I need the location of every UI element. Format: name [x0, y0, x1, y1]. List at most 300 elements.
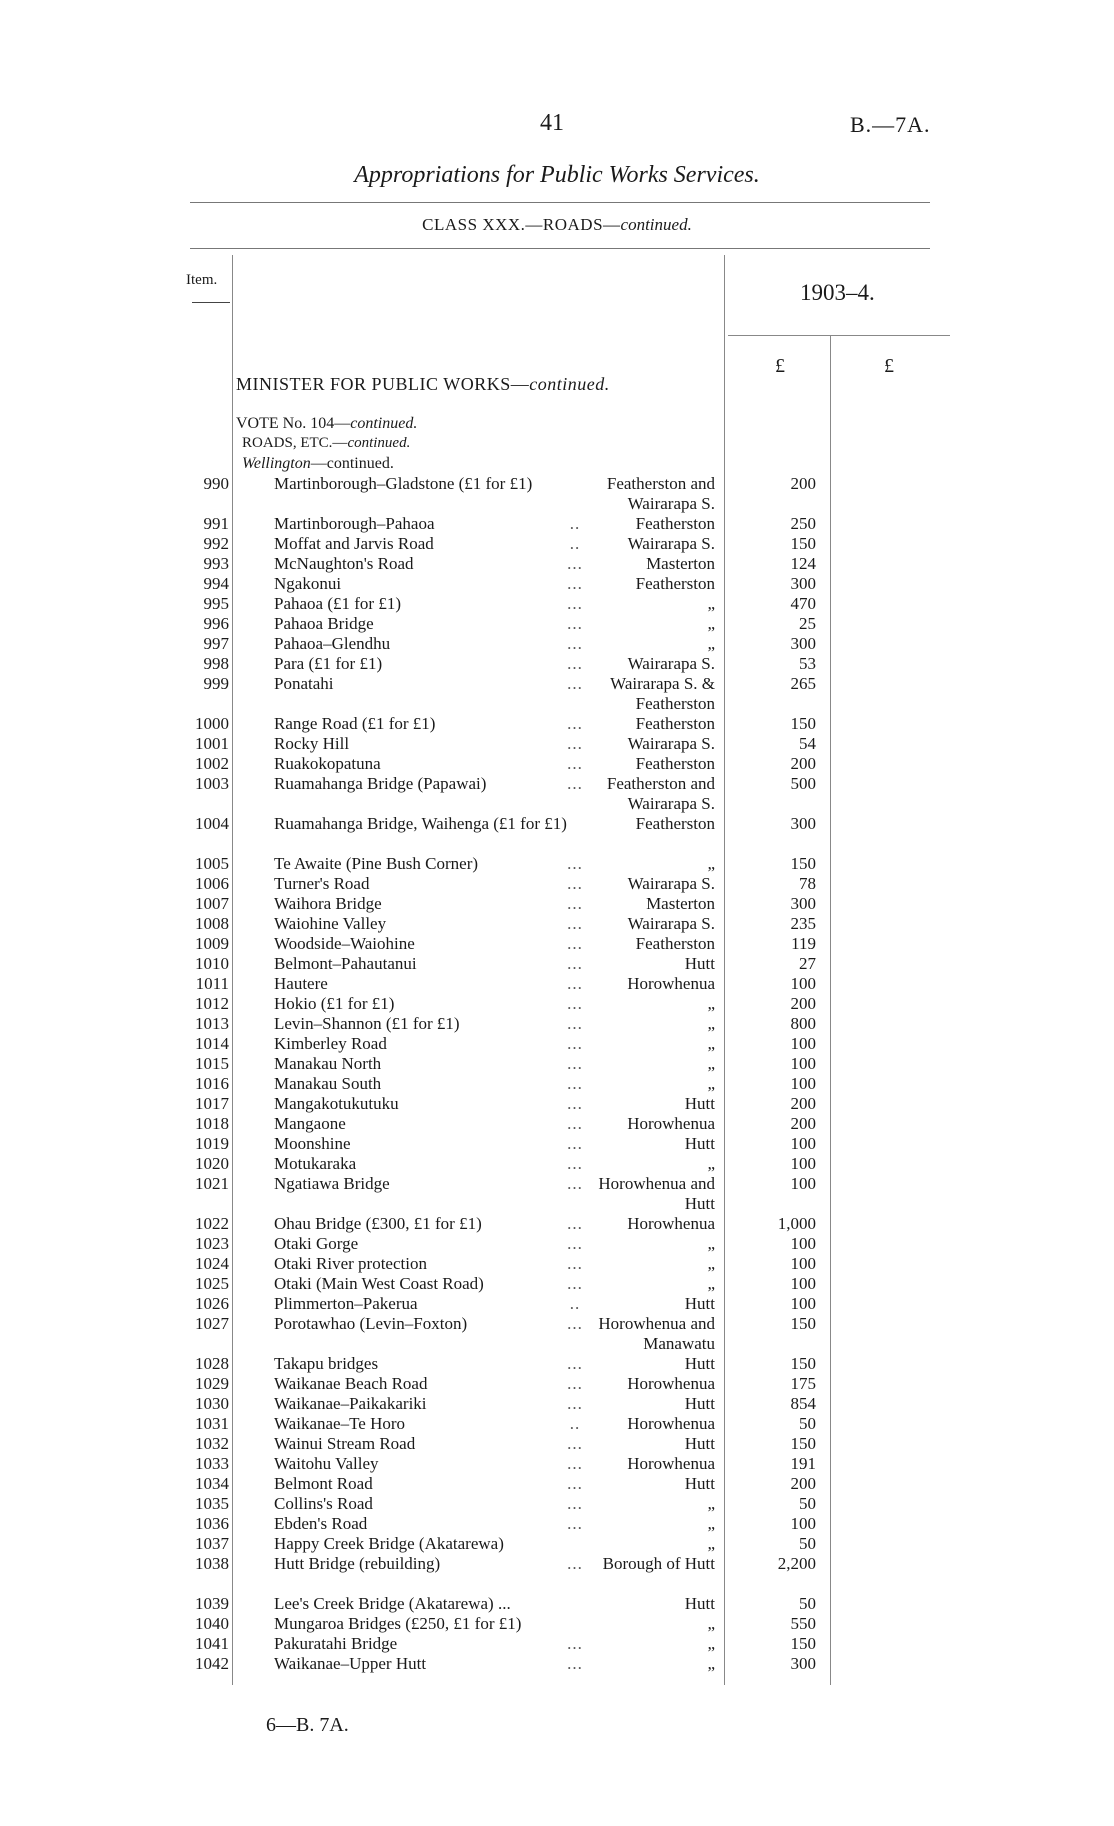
electorate: Featherston	[635, 814, 715, 833]
amount: 500	[790, 774, 816, 793]
amount: 200	[790, 474, 816, 493]
table-row	[0, 1374, 1114, 1394]
table-row	[0, 1074, 1114, 1094]
leader-dots: ...	[567, 1014, 583, 1033]
table-row	[0, 1294, 1114, 1314]
amount: 470	[790, 594, 816, 613]
minister-heading	[236, 374, 610, 395]
item-number: 1002	[195, 754, 229, 773]
table-row	[0, 814, 1114, 854]
electorate: Featherston and Wairarapa S.	[606, 774, 715, 813]
table-row	[0, 1274, 1114, 1294]
amount: 235	[790, 914, 816, 933]
road-name: Rocky Hill	[274, 734, 350, 753]
road-name: Martinborough–Gladstone (£1 for £1)	[274, 474, 533, 493]
electorate: Featherston	[635, 514, 715, 533]
electorate: „	[707, 1634, 715, 1653]
road-name: Ruakokopatuna	[274, 754, 381, 773]
road-name: Happy Creek Bridge (Akatarewa)	[274, 1534, 504, 1553]
amount: 300	[790, 634, 816, 653]
item-number: 1024	[195, 1254, 229, 1273]
electorate: „	[707, 634, 715, 653]
table-row	[0, 954, 1114, 974]
footer-signature: 6—B. 7A.	[266, 1714, 349, 1736]
item-number: 1028	[195, 1354, 229, 1373]
item-number: 993	[203, 554, 229, 573]
electorate: „	[707, 594, 715, 613]
item-number: 1032	[195, 1434, 229, 1453]
road-name: Otaki River protection	[274, 1254, 427, 1273]
table-row	[0, 1594, 1114, 1614]
table-row	[0, 774, 1114, 814]
item-number: 1017	[195, 1094, 229, 1113]
amount: 200	[790, 1094, 816, 1113]
table-row	[0, 1234, 1114, 1254]
table-row	[0, 1094, 1114, 1114]
road-name: Waitohu Valley	[274, 1454, 379, 1473]
electorate: „	[707, 1154, 715, 1173]
leader-dots: ...	[567, 1254, 583, 1273]
road-name: Moonshine	[274, 1134, 351, 1153]
table-row	[0, 634, 1114, 654]
road-name: Pahaoa–Glendhu	[274, 634, 391, 653]
table-row	[0, 994, 1114, 1014]
amount: 300	[790, 814, 816, 833]
table-row	[0, 1454, 1114, 1474]
amount: 150	[790, 1634, 816, 1653]
road-name: Plimmerton–Pakerua	[274, 1294, 418, 1313]
item-number: 1033	[195, 1454, 229, 1473]
page-title: Appropriations for Public Works Services.	[354, 162, 760, 188]
table-row	[0, 1314, 1114, 1354]
amount: 53	[799, 654, 816, 673]
leader-dots: ...	[567, 674, 583, 693]
vote-suffix: continued.	[350, 415, 418, 432]
item-number: 1006	[195, 874, 229, 893]
table-row	[0, 614, 1114, 634]
table-row	[0, 1434, 1114, 1454]
electorate: „	[707, 994, 715, 1013]
electorate: Featherston	[635, 754, 715, 773]
amount: 100	[790, 1234, 816, 1253]
road-name: Moffat and Jarvis Road	[274, 534, 434, 553]
roads-suffix: continued.	[347, 435, 411, 451]
item-number: 998	[203, 654, 229, 673]
electorate: „	[707, 1534, 715, 1553]
electorate: Borough of Hutt	[602, 1554, 715, 1573]
electorate: Wairarapa S.	[627, 914, 715, 933]
roads-heading	[242, 435, 410, 452]
table-row	[0, 1414, 1114, 1434]
road-name: Turner's Road	[274, 874, 370, 893]
table-row	[0, 554, 1114, 574]
road-name: Wainui Stream Road	[274, 1434, 416, 1453]
electorate: Horowhenua	[627, 1214, 715, 1233]
item-number: 1001	[195, 734, 229, 753]
electorate: Hutt	[684, 1094, 715, 1113]
item-number: 992	[203, 534, 229, 553]
table-row	[0, 894, 1114, 914]
amount: 25	[799, 614, 816, 633]
leader-dots: ...	[567, 774, 583, 793]
road-name: Pahaoa Bridge	[274, 614, 374, 633]
amount: 854	[790, 1394, 816, 1413]
table-row	[0, 1174, 1114, 1214]
road-name: Ohau Bridge (£300, £1 for £1)	[274, 1214, 482, 1233]
road-name: Waikanae–Upper Hutt	[274, 1654, 427, 1673]
item-number: 1016	[195, 1074, 229, 1093]
item-number: 1012	[195, 994, 229, 1013]
leader-dots: ...	[567, 1074, 583, 1093]
table-row	[0, 934, 1114, 954]
road-name: Pakuratahi Bridge	[274, 1634, 398, 1653]
electorate: Featherston and Wairarapa S.	[606, 474, 715, 513]
road-name: Motukaraka	[274, 1154, 357, 1173]
leader-dots: ...	[567, 914, 583, 933]
table-row	[0, 474, 1114, 514]
electorate: Masterton	[646, 554, 715, 573]
item-number: 1040	[195, 1614, 229, 1633]
item-number: 999	[203, 674, 229, 693]
leader-dots: ...	[567, 1454, 583, 1473]
amount: 100	[790, 1054, 816, 1073]
amount: 150	[790, 1354, 816, 1373]
table-row	[0, 734, 1114, 754]
year-header-rule	[728, 335, 950, 336]
road-name: Mungaroa Bridges (£250, £1 for £1)	[274, 1614, 522, 1633]
road-name: Ngatiawa Bridge	[274, 1174, 390, 1193]
road-name: Belmont Road	[274, 1474, 373, 1493]
amount: 78	[799, 874, 816, 893]
table-row	[0, 1354, 1114, 1374]
item-number: 1026	[195, 1294, 229, 1313]
road-name: Lee's Creek Bridge (Akatarewa) ...	[274, 1594, 511, 1613]
leader-dots: ...	[567, 894, 583, 913]
road-name: Levin–Shannon (£1 for £1)	[274, 1014, 460, 1033]
amount: 50	[799, 1494, 816, 1513]
table-row	[0, 1494, 1114, 1514]
item-number: 1039	[195, 1594, 229, 1613]
leader-dots: ...	[567, 1494, 583, 1513]
amount: 2,200	[777, 1554, 816, 1573]
item-number: 1030	[195, 1394, 229, 1413]
table-row	[0, 1114, 1114, 1134]
electorate: Hutt	[684, 954, 715, 973]
amount: 250	[790, 514, 816, 533]
item-number: 1000	[195, 714, 229, 733]
electorate: Hutt	[684, 1434, 715, 1453]
amount: 100	[790, 974, 816, 993]
item-number: 991	[203, 514, 229, 533]
leader-dots: ...	[567, 1034, 583, 1053]
currency-symbol-1: £	[775, 355, 785, 377]
item-number: 1007	[195, 894, 229, 913]
amount: 200	[790, 994, 816, 1013]
table-row	[0, 854, 1114, 874]
leader-dots: ...	[567, 1474, 583, 1493]
item-number: 1011	[195, 974, 229, 993]
electorate: Wairarapa S.	[627, 534, 715, 553]
amount: 150	[790, 1434, 816, 1453]
electorate: Hutt	[684, 1594, 715, 1613]
electorate: „	[707, 1254, 715, 1273]
leader-dots: ...	[567, 1054, 583, 1073]
leader-dots: ...	[567, 1214, 583, 1233]
amount: 300	[790, 574, 816, 593]
table-row	[0, 1214, 1114, 1234]
region-prefix: Wellington	[242, 455, 311, 472]
table-row	[0, 1134, 1114, 1154]
road-name: Ebden's Road	[274, 1514, 368, 1533]
item-number: 1020	[195, 1154, 229, 1173]
road-name: Ponatahi	[274, 674, 334, 693]
electorate: Horowhenua	[627, 974, 715, 993]
leader-dots: ...	[567, 1094, 583, 1113]
electorate: Horowhenua and Hutt	[598, 1174, 715, 1213]
road-name: Porotawhao (Levin–Foxton)	[274, 1314, 468, 1333]
leader-dots: ...	[567, 1174, 583, 1193]
leader-dots: ...	[567, 994, 583, 1013]
item-header-rule	[192, 302, 230, 303]
amount: 100	[790, 1074, 816, 1093]
item-number: 1005	[195, 854, 229, 873]
amount: 100	[790, 1514, 816, 1533]
amount: 1,000	[777, 1214, 816, 1233]
item-number: 1029	[195, 1374, 229, 1393]
road-name: Martinborough–Pahaoa	[274, 514, 435, 533]
electorate: „	[707, 1054, 715, 1073]
road-name: Hokio (£1 for £1)	[274, 994, 395, 1013]
table-row	[0, 714, 1114, 734]
item-number: 1021	[195, 1174, 229, 1193]
vote-prefix: VOTE No. 104—	[236, 415, 351, 432]
leader-dots: ...	[567, 1374, 583, 1393]
amount: 100	[790, 1174, 816, 1193]
amount: 50	[799, 1594, 816, 1613]
table-row	[0, 1554, 1114, 1594]
electorate: „	[707, 854, 715, 873]
road-name: Waikanae–Te Horo	[274, 1414, 406, 1433]
leader-dots: ...	[567, 1434, 583, 1453]
page-number: 41	[540, 110, 564, 136]
vote-heading	[236, 415, 417, 433]
item-number: 1004	[195, 814, 229, 833]
electorate: Featherston	[635, 574, 715, 593]
electorate: „	[707, 1614, 715, 1633]
amount: 150	[790, 534, 816, 553]
amount: 124	[790, 554, 816, 573]
leader-dots: ...	[567, 1354, 583, 1373]
road-name: Mangakotukutuku	[274, 1094, 399, 1113]
table-row	[0, 1154, 1114, 1174]
leader-dots: ...	[567, 1514, 583, 1533]
region-heading	[242, 455, 394, 473]
item-number: 1027	[195, 1314, 229, 1333]
item-number: 1009	[195, 934, 229, 953]
item-number: 1018	[195, 1114, 229, 1133]
road-name: Ruamahanga Bridge (Papawai)	[274, 774, 487, 793]
amount: 27	[799, 954, 816, 973]
amount: 50	[799, 1414, 816, 1433]
leader-dots: ...	[567, 1394, 583, 1413]
item-number: 1035	[195, 1494, 229, 1513]
amount: 100	[790, 1034, 816, 1053]
table-row	[0, 1014, 1114, 1034]
item-column-header: Item.	[186, 272, 218, 288]
road-name: Mangaone	[274, 1114, 346, 1133]
item-number: 1022	[195, 1214, 229, 1233]
leader-dots: ...	[567, 614, 583, 633]
road-name: Manakau South	[274, 1074, 382, 1093]
road-name: Waikanae Beach Road	[274, 1374, 428, 1393]
amount: 100	[790, 1274, 816, 1293]
amount: 50	[799, 1534, 816, 1553]
electorate: Horowhenua	[627, 1374, 715, 1393]
leader-dots: ..	[569, 1294, 581, 1313]
amount: 150	[790, 714, 816, 733]
leader-dots: ...	[567, 554, 583, 573]
item-number: 1042	[195, 1654, 229, 1673]
amount: 300	[790, 894, 816, 913]
electorate: „	[707, 1034, 715, 1053]
road-name: Ruamahanga Bridge, Waihenga (£1 for £1)	[274, 814, 567, 833]
road-name: Kimberley Road	[274, 1034, 387, 1053]
amount: 150	[790, 1314, 816, 1333]
item-number: 1041	[195, 1634, 229, 1653]
leader-dots: ...	[567, 654, 583, 673]
leader-dots: ...	[567, 1114, 583, 1133]
leader-dots: ...	[567, 1554, 583, 1573]
leader-dots: ...	[567, 1654, 583, 1673]
leader-dots: ...	[567, 1154, 583, 1173]
electorate: „	[707, 1074, 715, 1093]
leader-dots: ...	[567, 874, 583, 893]
leader-dots: ...	[567, 954, 583, 973]
road-name: Waikanae–Paikakariki	[274, 1394, 427, 1413]
item-number: 1019	[195, 1134, 229, 1153]
electorate: „	[707, 614, 715, 633]
amount: 100	[790, 1134, 816, 1153]
leader-dots: ...	[567, 594, 583, 613]
electorate: „	[707, 1514, 715, 1533]
electorate: Horowhenua	[627, 1414, 715, 1433]
table-row	[0, 574, 1114, 594]
amount: 54	[799, 734, 816, 753]
amount: 300	[790, 1654, 816, 1673]
amount: 200	[790, 754, 816, 773]
amount: 100	[790, 1294, 816, 1313]
item-number: 995	[203, 594, 229, 613]
road-name: Collins's Road	[274, 1494, 373, 1513]
table-row	[0, 1514, 1114, 1534]
class-heading-prefix: CLASS XXX.—ROADS—	[422, 215, 621, 234]
electorate: Hutt	[684, 1294, 715, 1313]
currency-symbol-2: £	[884, 355, 894, 377]
electorate: Wairarapa S.	[627, 874, 715, 893]
table-row	[0, 1394, 1114, 1414]
item-number: 1038	[195, 1554, 229, 1573]
appropriations-table	[0, 474, 1114, 1674]
road-name: Hautere	[274, 974, 328, 993]
item-number: 990	[203, 474, 229, 493]
leader-dots: ...	[567, 1234, 583, 1253]
item-number: 996	[203, 614, 229, 633]
electorate: Hutt	[684, 1354, 715, 1373]
table-row	[0, 974, 1114, 994]
leader-dots: ...	[567, 734, 583, 753]
electorate: Wairarapa S.	[627, 734, 715, 753]
road-name: Woodside–Waiohine	[274, 934, 415, 953]
table-row	[0, 1534, 1114, 1554]
leader-dots: ..	[569, 514, 581, 533]
leader-dots: ...	[567, 974, 583, 993]
item-number: 1023	[195, 1234, 229, 1253]
table-row	[0, 674, 1114, 714]
amount: 100	[790, 1154, 816, 1173]
road-name: Te Awaite (Pine Bush Corner)	[274, 854, 479, 873]
road-name: Ngakonui	[274, 574, 342, 593]
year-column-header: 1903–4.	[800, 280, 875, 305]
road-name: Otaki Gorge	[274, 1234, 359, 1253]
electorate: „	[707, 1274, 715, 1293]
minister-suffix: continued.	[529, 374, 610, 394]
electorate: „	[707, 1234, 715, 1253]
leader-dots: ..	[569, 1414, 581, 1433]
electorate: Wairarapa S. & Featherston	[610, 674, 715, 713]
electorate: Horowhenua	[627, 1114, 715, 1133]
electorate: Horowhenua and Manawatu	[598, 1314, 715, 1353]
amount: 200	[790, 1474, 816, 1493]
table-row	[0, 754, 1114, 774]
amount: 150	[790, 854, 816, 873]
table-row	[0, 1474, 1114, 1494]
leader-dots: ...	[567, 854, 583, 873]
road-name: Belmont–Pahautanui	[274, 954, 417, 973]
class-heading	[0, 215, 1114, 235]
leader-dots: ...	[567, 634, 583, 653]
road-name: McNaughton's Road	[274, 554, 414, 573]
table-row	[0, 1654, 1114, 1674]
table-row	[0, 914, 1114, 934]
road-name: Waihora Bridge	[274, 894, 382, 913]
amount: 100	[790, 1254, 816, 1273]
roads-prefix: ROADS, ETC.—	[242, 435, 348, 451]
amount: 119	[791, 934, 816, 953]
leader-dots: ...	[567, 574, 583, 593]
leader-dots: ...	[567, 714, 583, 733]
leader-dots: ...	[567, 754, 583, 773]
road-name: Otaki (Main West Coast Road)	[274, 1274, 484, 1293]
table-row	[0, 1634, 1114, 1654]
amount: 175	[790, 1374, 816, 1393]
item-number: 1037	[195, 1534, 229, 1553]
item-number: 1031	[195, 1414, 229, 1433]
item-number: 1003	[195, 774, 229, 793]
leader-dots: ...	[567, 1134, 583, 1153]
amount: 800	[790, 1014, 816, 1033]
road-name: Pahaoa (£1 for £1)	[274, 594, 401, 613]
table-row	[0, 1034, 1114, 1054]
amount: 191	[790, 1454, 816, 1473]
table-row	[0, 514, 1114, 534]
title-divider	[190, 202, 930, 203]
electorate: Featherston	[635, 714, 715, 733]
electorate: Hutt	[684, 1474, 715, 1493]
item-number: 1014	[195, 1034, 229, 1053]
table-row	[0, 534, 1114, 554]
amount: 550	[790, 1614, 816, 1633]
road-name: Manakau North	[274, 1054, 382, 1073]
